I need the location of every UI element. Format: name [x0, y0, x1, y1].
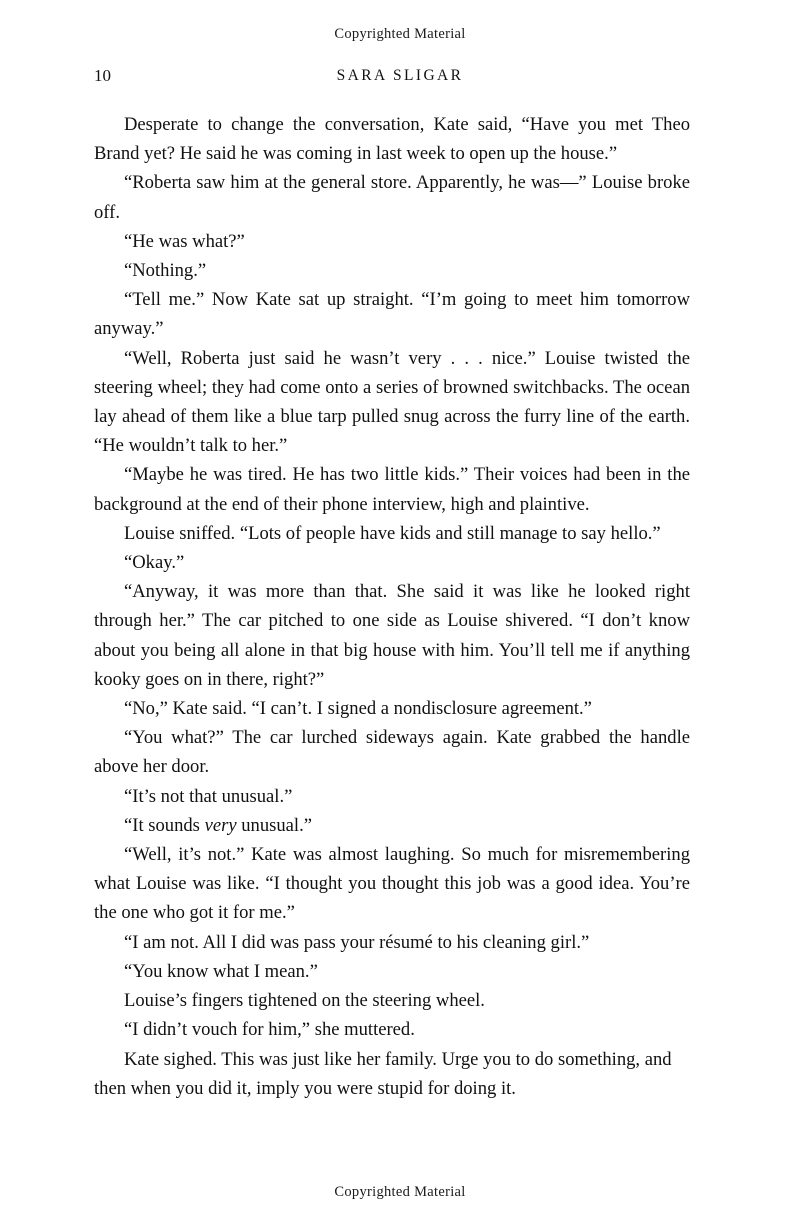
paragraph: Louise’s fingers tightened on the steering wheel.: [124, 990, 485, 1012]
paragraph: “Tell me.” Now Kate sat up straight. “I’m going to meet him tomorrow anyway.”: [94, 289, 690, 340]
copyright-watermark-top: Copyrighted Material: [334, 26, 466, 42]
paragraph-with-italic: “It sounds very unusual.”: [124, 814, 312, 836]
paragraph: “Well, Roberta just said he wasn’t very . . . nice.” Louise twisted the steering wheel; they had come onto a series of browned switchbacks. The ocean lay ahead of them like a blue tarp pulled snug across the furry line of the earth. “He wouldn’t talk to her.”: [94, 347, 690, 457]
copyright-watermark-bottom: Copyrighted Material: [334, 1184, 466, 1200]
paragraph: “No,” Kate said. “I can’t. I signed a nondisclosure agreement.”: [124, 698, 592, 720]
paragraph: “You know what I mean.”: [124, 960, 318, 982]
paragraph: “Well, it’s not.” Kate was almost laughing. So much for misremembering what Louise was like. “I thought you thought this job was a good idea. You’re the one who got it for me.”: [94, 844, 690, 924]
italic-emphasis: very: [204, 814, 237, 836]
running-head: [94, 66, 706, 88]
paragraph: “Nothing.”: [124, 260, 207, 282]
paragraph: “Anyway, it was more than that. She said it was like he looked right through her.” The car pitched to one side as Louise shivered. “I don’t know about you being all alone in that big house with him. You’ll tell me if anything kooky goes on in there, right?”: [94, 581, 690, 690]
paragraph: “Maybe he was tired. He has two little kids.” Their voices had been in the background at the end of their phone interview, high and plaintive.: [94, 464, 690, 515]
paragraph: “Okay.”: [124, 552, 185, 574]
body-text: [94, 110, 690, 1103]
paragraph: Desperate to change the conversation, Kate said, “Have you met Theo Brand yet? He said he was coming in last week to open up the house.”: [94, 114, 690, 165]
page-number: 10: [94, 66, 111, 85]
paragraph: “It’s not that unusual.”: [124, 785, 293, 807]
paragraph: Kate sighed. This was just like her family. Urge you to do something, and then when you did it, imply you were stupid for doing it.: [94, 1048, 672, 1099]
paragraph: “He was what?”: [124, 230, 245, 252]
paragraph: “Roberta saw him at the general store. Apparently, he was—” Louise broke off.: [94, 172, 690, 223]
author-name-header: SARA SLIGAR: [336, 67, 464, 84]
paragraph: “I am not. All I did was pass your résumé to his cleaning girl.”: [124, 931, 590, 953]
paragraph: “You what?” The car lurched sideways again. Kate grabbed the handle above her door.: [94, 727, 690, 778]
paragraph: “I didn’t vouch for him,” she muttered.: [124, 1019, 415, 1041]
paragraph: Louise sniffed. “Lots of people have kids and still manage to say hello.”: [124, 522, 661, 544]
